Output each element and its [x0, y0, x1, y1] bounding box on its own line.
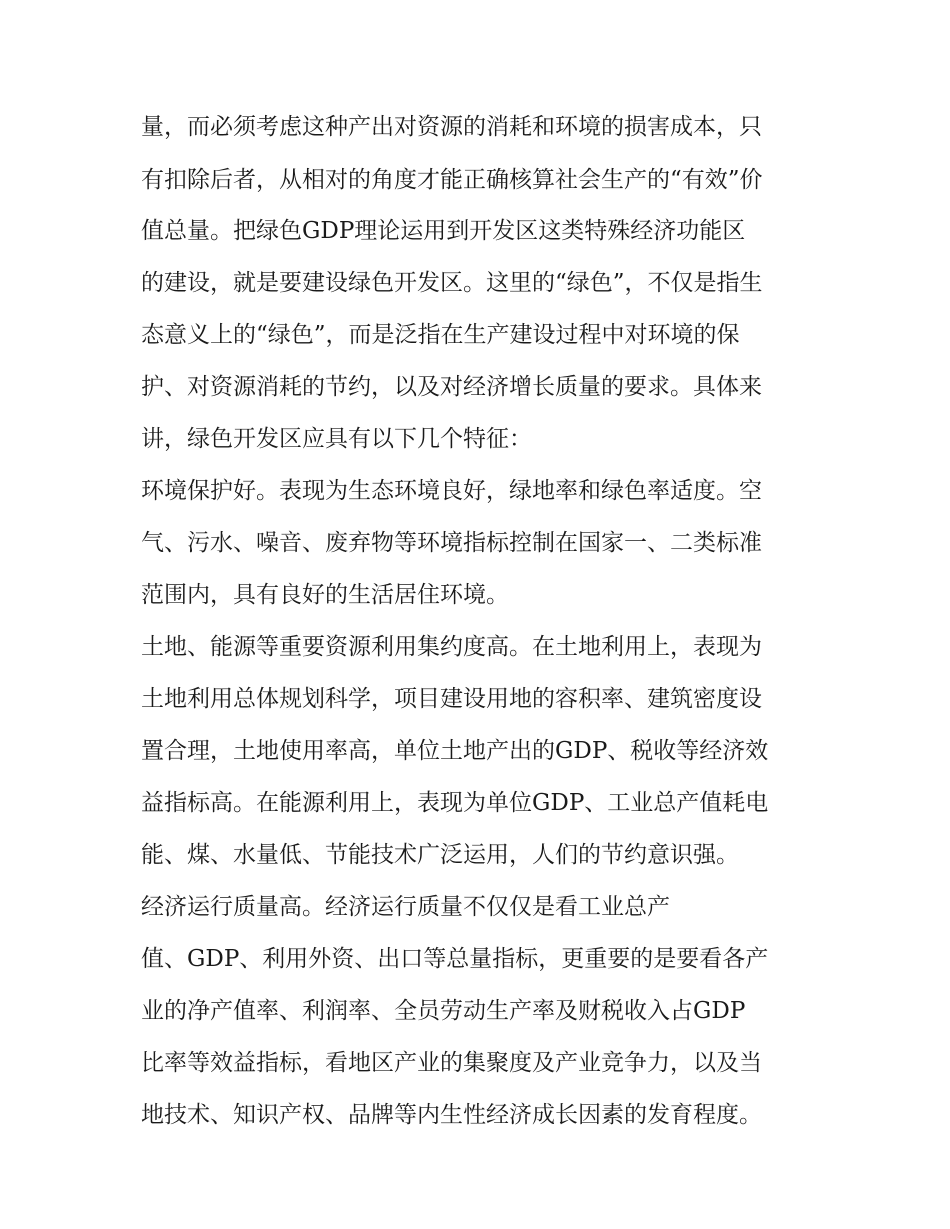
text-line: 范围内，具有良好的生活居住环境。	[141, 582, 509, 608]
text-line: 益指标高。在能源利用上，表现为单位GDP、工业总产值耗电	[141, 790, 769, 816]
text-line: 土地利用总体规划科学，项目建设用地的容积率、建筑密度设	[141, 686, 762, 712]
text-line: 护、对资源消耗的节约，以及对经济增长质量的要求。具体来	[141, 374, 762, 400]
text-line: 环境保护好。表现为生态环境良好，绿地率和绿色率适度。空	[141, 478, 762, 504]
text-line: 能、煤、水量低、节能技术广泛运用，人们的节约意识强。	[141, 842, 739, 868]
text-line: 经济运行质量高。经济运行质量不仅仅是看工业总产	[141, 894, 670, 920]
text-line: 比率等效益指标，看地区产业的集聚度及产业竞争力，以及当	[141, 1050, 762, 1076]
text-line: 气、污水、噪音、废弃物等环境指标控制在国家一、二类标准	[141, 530, 762, 556]
text-line: 置合理，土地使用率高，单位土地产出的GDP、税收等经济效	[141, 738, 769, 764]
text-line: 有扣除后者，从相对的角度才能正确核算社会生产的“有效”价	[141, 167, 763, 193]
text-line: 量，而必须考虑这种产出对资源的消耗和环境的损害成本，只	[141, 114, 762, 140]
text-line: 地技术、知识产权、品牌等内生性经济成长因素的发育程度。	[141, 1102, 762, 1128]
text-line: 值、GDP、利用外资、出口等总量指标，更重要的是要看各产	[141, 946, 769, 972]
text-line: 值总量。把绿色GDP理论运用到开发区这类特殊经济功能区	[141, 218, 746, 244]
text-line: 态意义上的“绿色”，而是泛指在生产建设过程中对环境的保	[141, 322, 740, 348]
text-line: 的建设，就是要建设绿色开发区。这里的“绿色”，不仅是指生	[141, 270, 763, 296]
text-line: 业的净产值率、利润率、全员劳动生产率及财税收入占GDP	[141, 998, 746, 1024]
text-line: 土地、能源等重要资源利用集约度高。在土地利用上，表现为	[141, 634, 762, 660]
text-line: 讲，绿色开发区应具有以下几个特征：	[141, 426, 532, 452]
